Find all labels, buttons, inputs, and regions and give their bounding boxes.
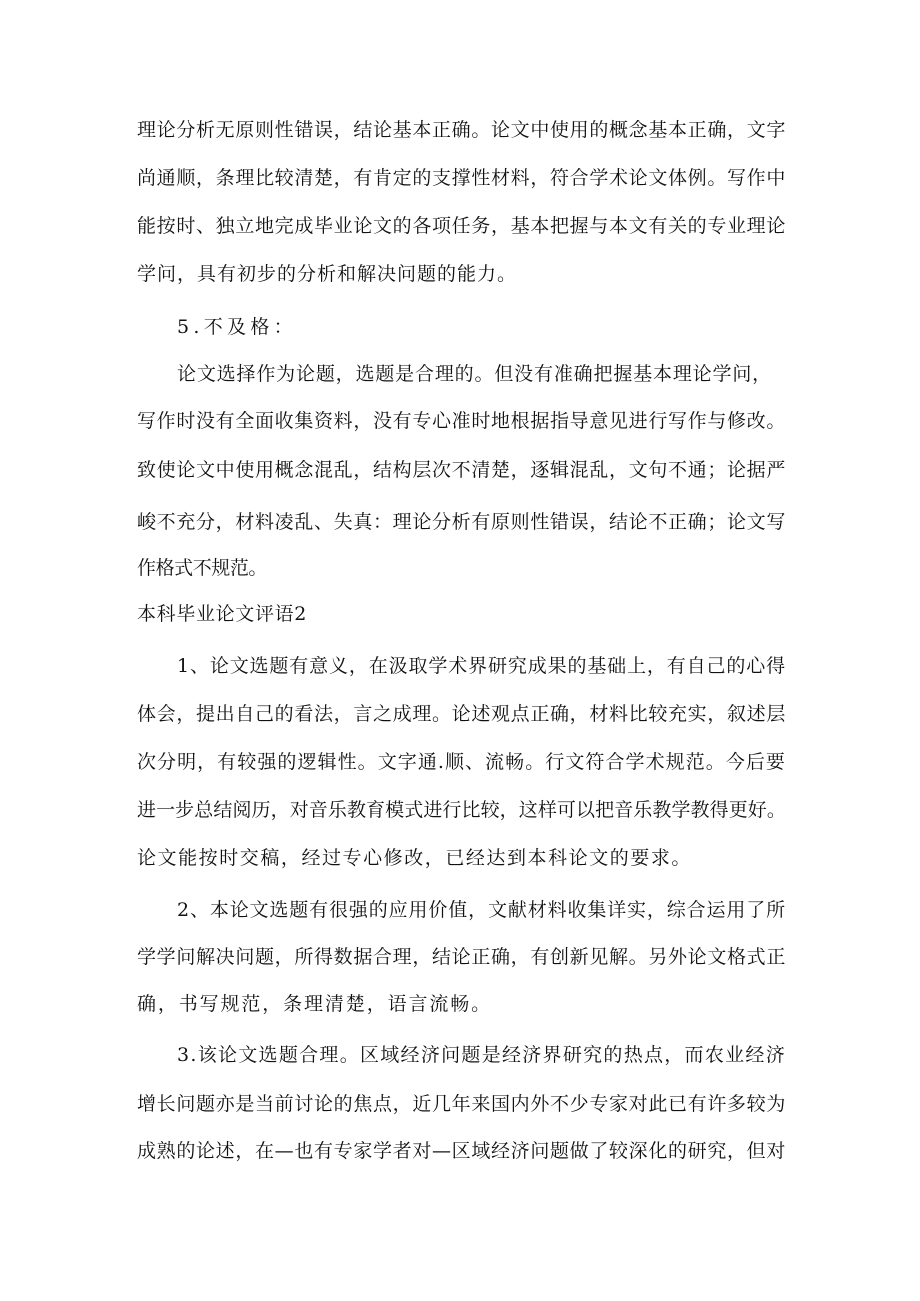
text-line: 理论分析无原则性错误，结论基本正确。论文中使用的概念基本正确，文字: [137, 119, 786, 141]
text-line: 论文能按时交稿，经过专心修改，已经达到本科论文的要求。: [137, 847, 692, 869]
text-line: 能按时、独立地完成毕业论文的各项任务，基本把握与本文有关的专业理论: [137, 215, 786, 237]
section-heading: 5.不及格：: [177, 316, 297, 338]
text-line: 写作时没有全面收集资料，没有专心准时地根据指导意见进行写作与修改。: [137, 410, 786, 432]
text-line: 论文选择作为论题，选题是合理的。但没有准确把握基本理论学问，: [177, 363, 772, 385]
text-line: 致使论文中使用概念混乱，结构层次不清楚，逐辑混乱，文句不通；论据严: [137, 459, 786, 481]
text-line: 峻不充分，材料凌乱、失真：理论分析有原则性错误，结论不正确；论文写: [137, 511, 786, 533]
text-line: 作格式不规范。: [137, 557, 267, 579]
text-line: 进一步总结阅历，对音乐教育模式进行比较，这样可以把音乐教学教得更好。: [137, 799, 786, 821]
text-line: 增长问题亦是当前讨论的焦点，近几年来国内外不少专家对此已有许多较为: [137, 1093, 786, 1115]
text-line: 学学问解决问题，所得数据合理，结论正确，有创新见解。另外论文格式正: [137, 946, 786, 968]
text-line: 成熟的论述，在—也有专家学者对—区域经济问题做了较深化的研究，但对: [137, 1140, 786, 1162]
text-line: 次分明，有较强的逻辑性。文字通.顺、流畅。行文符合学术规范。今后要: [137, 751, 786, 773]
text-line: 确，书写规范，条理清楚，语言流畅。: [137, 993, 492, 1015]
text-line: 学问，具有初步的分析和解决问题的能力。: [137, 263, 517, 285]
text-line: 2、本论文选题有很强的应用价值，文献材料收集详实，综合运用了所: [177, 899, 786, 921]
text-line: 尚通顺，条理比较清楚，有肯定的支撑性材料，符合学术论文体例。写作中: [137, 167, 786, 189]
section-heading: 本科毕业论文评语2: [137, 603, 307, 625]
text-line: 3.该论文选题合理。区域经济问题是经济界研究的热点，而农业经济: [177, 1044, 786, 1066]
text-line: 1、论文选题有意义，在汲取学术界研究成果的基础上，有自己的心得: [177, 655, 786, 677]
text-line: 体会，提出自己的看法，言之成理。论述观点正确，材料比较充实，叙述层: [137, 703, 786, 725]
